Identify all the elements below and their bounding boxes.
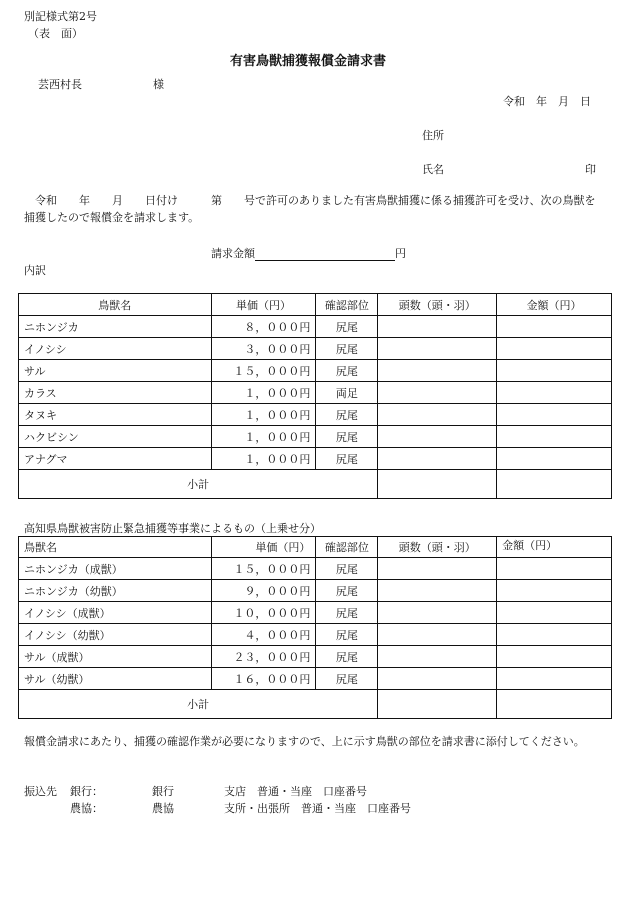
amount-cell[interactable]: [497, 316, 612, 338]
subtotal-amount-cell[interactable]: [497, 690, 612, 719]
date-line: 令和 年 月 日: [503, 95, 591, 108]
amount-cell[interactable]: [497, 360, 612, 382]
bank-label: 振込先: [24, 785, 57, 798]
table-row: [19, 448, 612, 470]
unit-price: １５，０００円: [211, 558, 316, 580]
count-cell[interactable]: [378, 668, 497, 690]
form-number: 別記様式第2号: [24, 10, 97, 23]
animal-name: イノシシ（幼獣）: [19, 624, 212, 646]
confirm-part: 尻尾: [316, 448, 378, 470]
confirm-part: 尻尾: [316, 646, 378, 668]
unit-price: １６，０００円: [211, 668, 316, 690]
count-cell[interactable]: [378, 382, 497, 404]
animal-name: サル: [19, 360, 212, 382]
addressee-honorific: 様: [153, 78, 164, 91]
subtotal-label: 小計: [19, 690, 378, 719]
table-row: [19, 646, 612, 668]
count-cell[interactable]: [378, 316, 497, 338]
animal-name: サル（幼獣）: [19, 668, 212, 690]
count-cell[interactable]: [378, 624, 497, 646]
amount-cell[interactable]: [497, 558, 612, 580]
header-animal: 鳥獣名: [19, 537, 212, 558]
animal-name: サル（成獣）: [19, 646, 212, 668]
subtotal-count-cell[interactable]: [378, 690, 497, 719]
subtotal-label: 小計: [19, 470, 378, 499]
animal-name: カラス: [19, 382, 212, 404]
ja-word: 農協: [152, 802, 174, 815]
table-row: [19, 316, 612, 338]
confirm-part: 尻尾: [316, 602, 378, 624]
count-cell[interactable]: [378, 404, 497, 426]
confirm-part: 尻尾: [316, 624, 378, 646]
table-row: [19, 624, 612, 646]
amount-cell[interactable]: [497, 448, 612, 470]
subtotal-row: [19, 470, 612, 499]
attachment-note: 報償金請求にあたり、捕獲の確認作業が必要になりますので、上に示す鳥獣の部位を請求書に添付してください。: [24, 735, 585, 748]
count-cell[interactable]: [378, 426, 497, 448]
header-animal: 鳥獣名: [19, 294, 212, 316]
bank-branch-line: 支店 普通・当座 口座番号: [224, 785, 367, 798]
animal-name: タヌキ: [19, 404, 212, 426]
claim-amount-field[interactable]: [255, 248, 395, 261]
amount-cell[interactable]: [497, 404, 612, 426]
animal-name: ニホンジカ（幼獣）: [19, 580, 212, 602]
count-cell[interactable]: [378, 558, 497, 580]
unit-price: １，０００円: [211, 448, 316, 470]
amount-cell[interactable]: [497, 668, 612, 690]
confirm-part: 尻尾: [316, 404, 378, 426]
confirm-part: 尻尾: [316, 338, 378, 360]
count-cell[interactable]: [378, 646, 497, 668]
confirm-part: 両足: [316, 382, 378, 404]
count-cell[interactable]: [378, 360, 497, 382]
subtotal-count-cell[interactable]: [378, 470, 497, 499]
bank-word: 銀行: [152, 785, 174, 798]
animal-name: ニホンジカ（成獣）: [19, 558, 212, 580]
claim-amount-unit: 円: [395, 247, 406, 260]
amount-cell[interactable]: [497, 646, 612, 668]
animal-name: アナグマ: [19, 448, 212, 470]
table-row: [19, 580, 612, 602]
breakdown-label: 内訳: [24, 264, 46, 277]
bank-field-label: 銀行：: [70, 785, 103, 798]
unit-price: ３，０００円: [211, 338, 316, 360]
bounty-table: [18, 293, 612, 499]
count-cell[interactable]: [378, 580, 497, 602]
header-part: 確認部位: [316, 294, 378, 316]
subtotal-amount-cell[interactable]: [497, 470, 612, 499]
confirm-part: 尻尾: [316, 426, 378, 448]
animal-name: イノシシ（成獣）: [19, 602, 212, 624]
table-row: [19, 360, 612, 382]
amount-cell[interactable]: [497, 426, 612, 448]
amount-cell[interactable]: [497, 602, 612, 624]
amount-cell[interactable]: [497, 338, 612, 360]
unit-price: ４，０００円: [211, 624, 316, 646]
confirm-part: 尻尾: [316, 360, 378, 382]
address-label: 住所: [422, 129, 444, 142]
unit-price: １，０００円: [211, 426, 316, 448]
count-cell[interactable]: [378, 602, 497, 624]
table-row: [19, 558, 612, 580]
count-cell[interactable]: [378, 448, 497, 470]
table-row: [19, 338, 612, 360]
table-row: [19, 668, 612, 690]
confirm-part: 尻尾: [316, 316, 378, 338]
unit-price: １，０００円: [211, 404, 316, 426]
count-cell[interactable]: [378, 338, 497, 360]
animal-name: イノシシ: [19, 338, 212, 360]
confirm-part: 尻尾: [316, 580, 378, 602]
header-amount: 金額（円）: [497, 537, 612, 558]
ja-branch-line: 支所・出張所 普通・当座 口座番号: [224, 802, 411, 815]
unit-price: １０，０００円: [211, 602, 316, 624]
request-body-text: 令和 年 月 日付け 第 号で許可のありました有害鳥獣捕獲に係る捕獲許可を受け、次の鳥獣を捕獲したので報償金を請求します。: [24, 194, 596, 224]
amount-cell[interactable]: [497, 624, 612, 646]
claim-amount-label: 請求金額: [211, 247, 255, 260]
header-price: 単価（円）: [211, 537, 316, 558]
table-row: [19, 426, 612, 448]
bonus-bounty-table: [18, 536, 612, 719]
header-part: 確認部位: [316, 537, 378, 558]
animal-name: ニホンジカ: [19, 316, 212, 338]
seal-mark: 印: [585, 163, 596, 176]
unit-price: ２３，０００円: [211, 646, 316, 668]
addressee-name: 芸西村長: [38, 78, 82, 91]
table-row: [19, 602, 612, 624]
table-row: [19, 404, 612, 426]
header-amount: 金額（円）: [497, 294, 612, 316]
amount-cell[interactable]: [497, 382, 612, 404]
unit-price: ８，０００円: [211, 316, 316, 338]
subtotal-row: [19, 690, 612, 719]
table2-caption: 高知県鳥獣被害防止緊急捕獲等事業によるもの（上乗せ分）: [24, 522, 321, 535]
confirm-part: 尻尾: [316, 558, 378, 580]
animal-name: ハクビシン: [19, 426, 212, 448]
confirm-part: 尻尾: [316, 668, 378, 690]
table-header-row: [19, 537, 612, 558]
form-side: （表 面）: [28, 27, 83, 40]
header-price: 単価（円）: [211, 294, 316, 316]
document-title: 有害鳥獣捕獲報償金請求書: [230, 54, 387, 69]
amount-cell[interactable]: [497, 580, 612, 602]
unit-price: １５，０００円: [211, 360, 316, 382]
table-header-row: [19, 294, 612, 316]
unit-price: ９，０００円: [211, 580, 316, 602]
ja-field-label: 農協：: [70, 802, 103, 815]
header-count: 頭数（頭・羽）: [378, 294, 497, 316]
name-label: 氏名: [422, 163, 444, 176]
unit-price: １，０００円: [211, 382, 316, 404]
table-row: [19, 382, 612, 404]
claim-amount-line: [211, 245, 406, 261]
header-count: 頭数（頭・羽）: [378, 537, 497, 558]
